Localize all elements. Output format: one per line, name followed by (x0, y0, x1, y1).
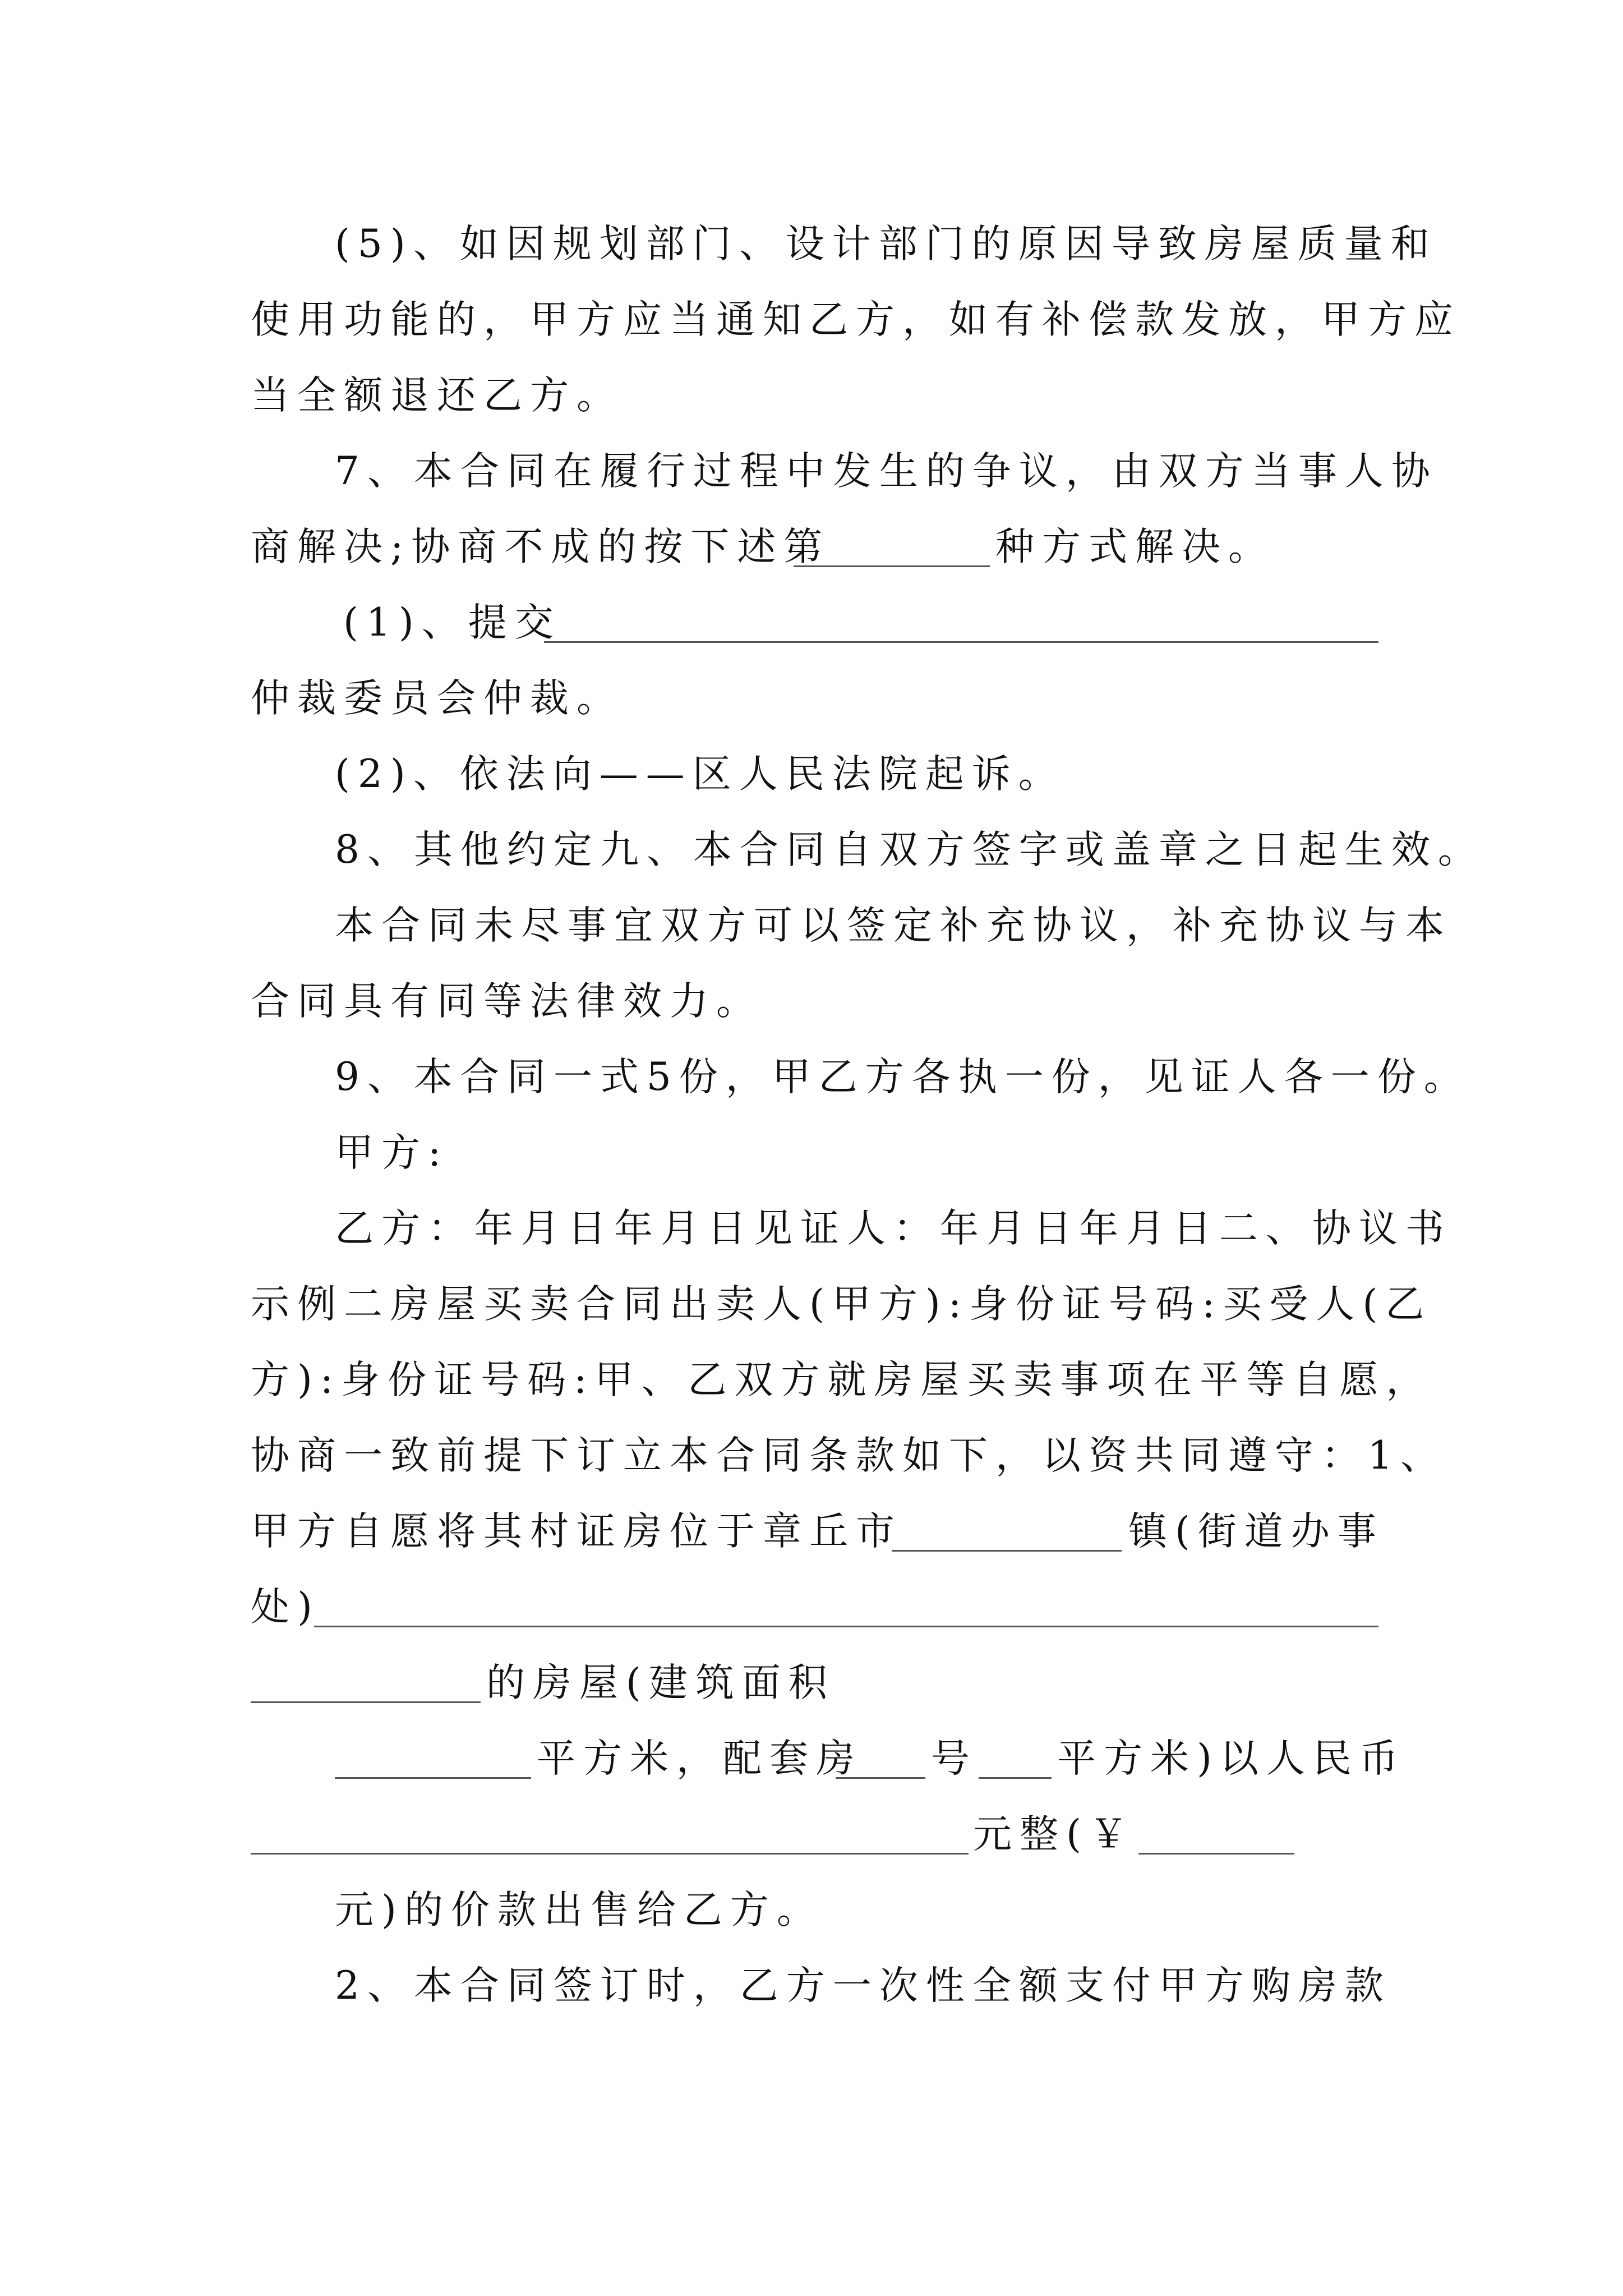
text-line (0, 1958, 1623, 2014)
address-blank-cont (251, 1701, 481, 1703)
annex-number-label: 号 (931, 1736, 978, 1781)
building-area-text: 的房屋(建筑面积 (486, 1660, 835, 1705)
example-two-heading: 示例二房屋买卖合同出卖人(甲方):身份证号码:买受人(乙 (251, 1282, 1432, 1327)
clause-7-text-cont: 商解决;协商不成的按下述第 (251, 524, 831, 569)
example-two-parties: 方):身份证号码:甲、乙双方就房屋买卖事项在平等自愿， (251, 1358, 1433, 1402)
text-line (0, 292, 1623, 348)
clause-2-text: 2、本合同签订时，乙方一次性全额支付甲方购房款 (335, 1963, 1391, 2008)
clause-7-text: 7、本合同在履行过程中发生的争议，由双方当事人协 (335, 449, 1438, 494)
text-line (0, 1428, 1623, 1484)
clause-9-text: 9、本合同一式5份，甲乙方各执一份，见证人各一份。 (335, 1055, 1470, 1099)
option-2-text: (2)、依法向——区人民法院起诉。 (335, 752, 1065, 797)
text-line (0, 1731, 1623, 1787)
text-line (0, 1276, 1623, 1332)
text-line (0, 1352, 1623, 1408)
text-line (0, 670, 1623, 726)
example-two-intro: 协商一致前提下订立本合同条款如下，以资共同遵守：1、 (251, 1433, 1447, 1478)
option-1-text: (1)、提交 (343, 600, 561, 645)
supplement-text: 本合同未尽事宜双方可以签定补充协议，补充协议与本 (335, 903, 1452, 948)
price-text: 平方米)以人民币 (1057, 1736, 1406, 1781)
text-line (0, 1579, 1623, 1635)
address-blank (314, 1626, 1378, 1627)
text-line (0, 367, 1623, 424)
text-line (0, 1882, 1623, 1938)
option-1-text-end: 仲裁委员会仲裁。 (251, 676, 623, 721)
price-words-blank (251, 1853, 969, 1855)
arbitration-committee-blank (544, 641, 1378, 643)
price-yuan-text: 元整(￥ (973, 1812, 1136, 1857)
price-figures-blank (1138, 1853, 1294, 1855)
clause-7-text-end: 种方式解决。 (995, 524, 1275, 569)
clause-5-text-cont: 使用功能的，甲方应当通知乙方，如有补偿款发放，甲方应 (251, 297, 1461, 342)
property-location-text: 甲方自愿将其村证房位于章丘市 (251, 1509, 902, 1554)
annex-number-blank (836, 1777, 925, 1779)
text-line (0, 595, 1623, 651)
clause-5-text: (5)、如因规划部门、设计部门的原因导致房屋质量和 (335, 222, 1437, 266)
text-line (0, 822, 1623, 878)
text-line (0, 1655, 1623, 1711)
clause-5-text-end: 当全额退还乙方。 (251, 373, 623, 418)
text-line (0, 1806, 1623, 1862)
clause-8-text: 8、其他约定九、本合同自双方签字或盖章之日起生效。 (335, 827, 1484, 872)
text-line (0, 973, 1623, 1029)
annex-area-blank (979, 1777, 1052, 1779)
text-line (0, 216, 1623, 272)
text-line (0, 1125, 1623, 1181)
party-b-signature-line: 乙方：年月日年月日见证人：年月日年月日二、协议书 (335, 1206, 1452, 1251)
area-unit-text: 平方米，配套房 (537, 1736, 863, 1781)
area-blank (335, 1777, 531, 1779)
text-line (0, 898, 1623, 954)
text-line (0, 1200, 1623, 1257)
supplement-text-end: 合同具有同等法律效力。 (251, 979, 763, 1024)
text-line (0, 1503, 1623, 1559)
office-label: 处) (251, 1585, 320, 1630)
text-line (0, 519, 1623, 575)
town-name-blank (892, 1550, 1122, 1552)
text-line (0, 746, 1623, 802)
text-line (0, 1049, 1623, 1105)
method-number-blank (794, 565, 990, 567)
text-line (0, 443, 1623, 499)
party-a-label: 甲方: (335, 1130, 449, 1175)
property-location-text-cont: 镇(街道办事 (1128, 1509, 1384, 1554)
price-text-end: 元)的价款出售给乙方。 (335, 1888, 823, 1932)
